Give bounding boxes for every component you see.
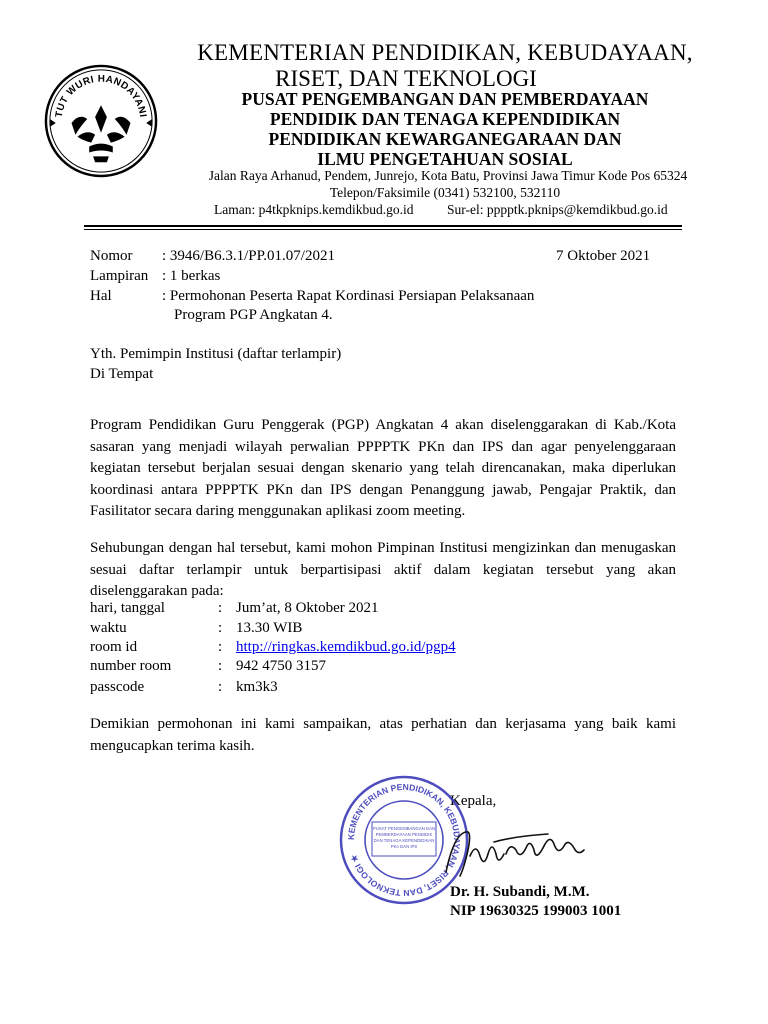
signer-name: Dr. H. Subandi, M.M. [450,884,590,900]
hal-label: Hal [90,288,112,304]
unit-name-line4: ILMU PENGETAHUAN SOSIAL [317,149,573,169]
letterhead-rule-thick [84,225,682,227]
ministry-name-line2: RISET, DAN TEKNOLOGI [275,66,537,91]
ministry-name-line1: KEMENTERIAN PENDIDIKAN, KEBUDAYAAN, [197,40,693,65]
closing-paragraph: Demikian permohonan ini kami sampaikan, atas perhatian dan kerjasama yang baik kami mengucapkan terima kasih. [90,716,676,754]
hal-value-line1: : Permohonan Peserta Rapat Kordinasi Persiapan Pelaksanaan [162,288,535,304]
detail-value-number-room: 942 4750 3157 [236,658,326,674]
svg-text:PKn DAN IPS: PKn DAN IPS [390,844,418,849]
detail-colon: : [218,620,223,636]
svg-text:TUT WURI HANDAYANI: TUT WURI HANDAYANI [53,73,149,119]
svg-text:KEMENTERIAN PENDIDIKAN, KEBUDA: KEMENTERIAN PENDIDIKAN, KEBUDAYAAN, RISET, DAN TEKNOLOGI ★ [345,781,463,899]
room-id-link[interactable]: http://ringkas.kemdikbud.go.id/pgp4 [236,639,456,655]
unit-name-line3: PENDIDIKAN KEWARGANEGARAAN DAN [268,129,622,149]
unit-name-line2: PENDIDIK DAN TENAGA KEPENDIDIKAN [269,109,621,129]
svg-text:PEMBERDAYAAN PENDIDIK: PEMBERDAYAAN PENDIDIK [375,832,433,837]
signer-nip: NIP 19630325 199003 1001 [450,903,622,919]
detail-value-passcode: km3k3 [236,679,278,695]
detail-label-time: waktu [90,620,127,636]
letterhead-rule-thin [84,229,682,230]
recipient-line1: Yth. Pemimpin Institusi (daftar terlampir) [90,346,342,362]
detail-colon: : [218,658,223,674]
detail-label-room-id: room id [90,639,138,655]
detail-label-number-room: number room [90,658,172,674]
detail-colon: : [218,600,223,616]
detail-colon: : [218,639,223,655]
recipient-line2: Di Tempat [90,366,154,382]
email-line: Sur-el: pppptk.pknips@kemdikbud.go.id [447,202,668,217]
svg-text:DAN TENAGA KEPENDIDIKAN: DAN TENAGA KEPENDIDIKAN [373,838,435,843]
address-line: Jalan Raya Arhanud, Pendem, Junrejo, Kota Batu, Provinsi Jawa Timur Kode Pos 65324 [208,168,688,183]
body-paragraph-2: Sehubungan dengan hal tersebut, kami mohon Pimpinan Institusi mengizinkan dan menugaskan sesuai daftar terlampir untuk berpartisipasi aktif dalam kegiatan tersebut yang akan diselenggarakan pada: [90,540,676,599]
detail-colon: : [218,679,223,695]
hal-value-line2: Program PGP Angkatan 4. [174,307,333,323]
nomor-value: : 3946/B6.3.1/PP.01.07/2021 [162,248,335,264]
handwritten-signature [436,820,588,884]
detail-label-passcode: passcode [90,679,145,695]
lampiran-label: Lampiran [90,268,149,284]
detail-label-date: hari, tanggal [90,600,165,616]
website-line: Laman: p4tkpknips.kemdikbud.go.id [214,202,414,217]
detail-value-date: Jum’at, 8 Oktober 2021 [236,600,379,616]
svg-text:PUSAT PENGEMBANGAN DAN: PUSAT PENGEMBANGAN DAN [372,826,436,831]
unit-name-line1: PUSAT PENGEMBANGAN DAN PEMBERDAYAAN [241,89,649,109]
detail-value-time: 13.30 WIB [236,620,303,636]
body-paragraph-1: Program Pendidikan Guru Penggerak (PGP) Angkatan 4 akan diselenggarakan di Kab./Kota sasaran yang menjadi wilayah perwalian PPPPTK PKn dan IPS dan agar penyelenggaraan kegiatan tersebut berjalan sesuai dengan skenario yang telah direncanakan, maka diperlukan koordinasi antara PPPPTK PKn dan IPS dengan Penanggung jawab, Pengajar Praktik, dan Fasilitator secara daring menggunakan aplikasi zoom meeting. [90,417,676,519]
signer-position: Kepala, [450,793,497,809]
lampiran-value: : 1 berkas [162,268,221,284]
tut-wuri-handayani-logo [42,62,160,178]
nomor-label: Nomor [90,248,133,264]
letter-date: 7 Oktober 2021 [556,248,651,264]
phone-line: Telepon/Faksimile (0341) 532100, 532110 [329,185,561,200]
